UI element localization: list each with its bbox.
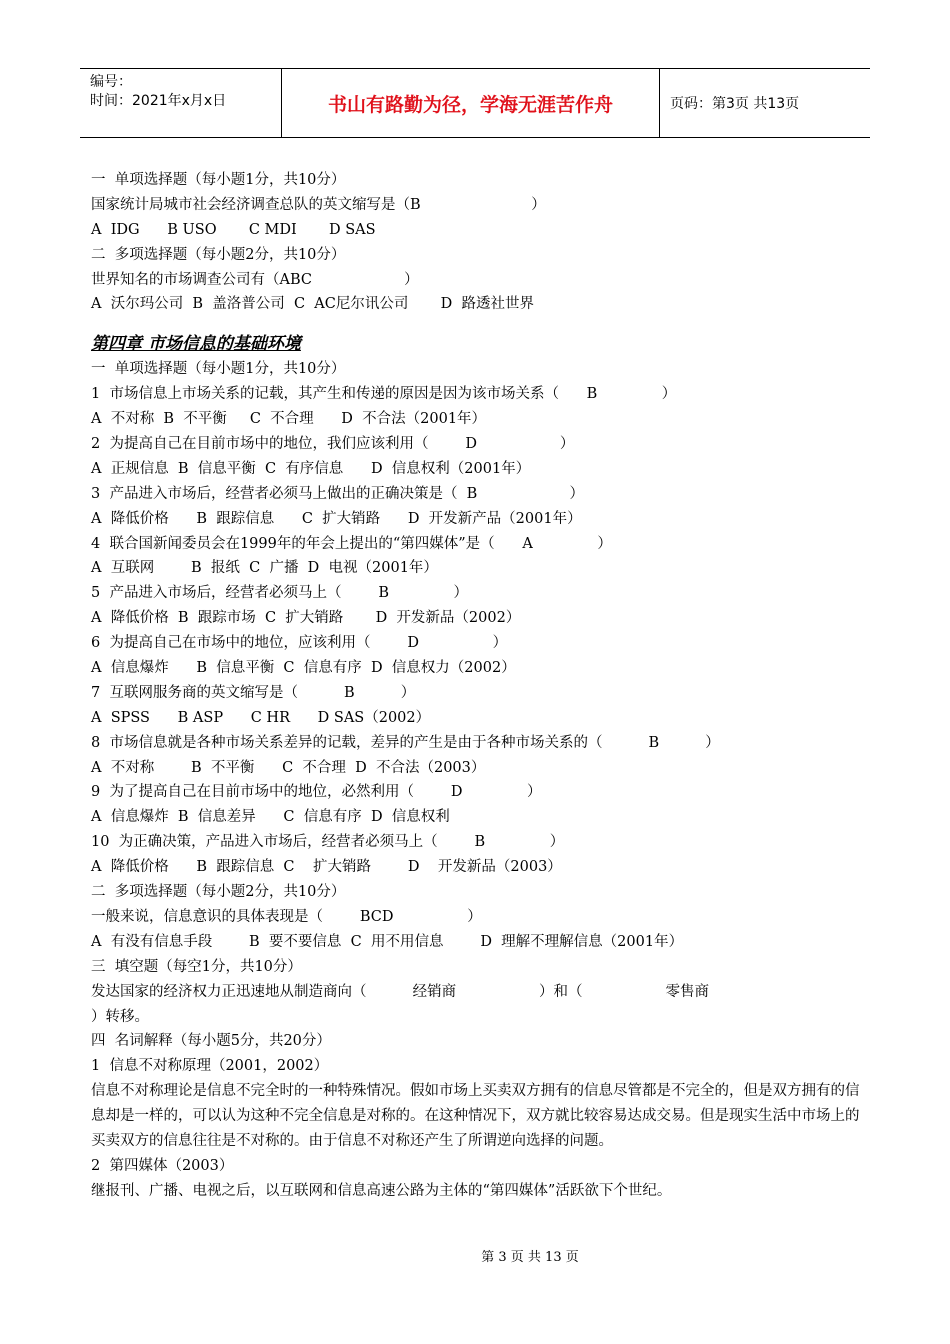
section-chapter3-tail [91,168,861,317]
text-line: 1 市场信息上市场关系的记载，其产生和传递的原因是因为该市场关系（ B ） [91,386,677,403]
text-line: 发达国家的经济权力正迅速地从制造商向（ 经销商 ）和（ 零售商 [91,983,710,1000]
text-line: A 不对称 B 不平衡 C 不合理 D 不合法（2001年） [91,411,487,428]
text-line: A 降低价格 B 跟踪信息 C 扩大销路 D 开发新产品（2001年） [91,510,582,527]
definition-paragraph: 继报刊、广播、电视之后，以互联网和信息高速公路为主体的“第四媒体”活跃欲下个世纪。 [91,1182,672,1199]
text-line: 国家统计局城市社会经济调查总队的英文缩写是（B ） [91,196,546,213]
text-line: A 信息爆炸 B 信息平衡 C 信息有序 D 信息权力（2002） [91,660,516,677]
text-line: 6 为提高自己在市场中的地位，应该利用（ D ） [91,635,508,652]
text-line: 2 第四媒体（2003） [91,1157,234,1174]
text-line: 二 多项选择题（每小题2分，共10分） [91,246,346,263]
text-line: 一般来说，信息意识的具体表现是（ BCD ） [91,908,482,925]
text-line: 8 市场信息就是各种市场关系差异的记载，差异的产生是由于各种市场关系的（ B ） [91,734,720,751]
text-line: 一 单项选择题（每小题1分，共10分） [91,361,346,378]
text-line: 三 填空题（每空1分，共10分） [91,958,302,975]
text-line: 5 产品进入市场后，经营者必须马上（ B ） [91,585,468,602]
page-footer [0,1246,950,1265]
page-header [80,68,870,138]
text-line: A 互联网 B 报纸 C 广播 D 电视（2001年） [91,560,438,577]
text-line: A 降低价格 B 跟踪市场 C 扩大销路 D 开发新品（2002） [91,610,521,627]
text-line: 4 联合国新闻委员会在1999年的年会上提出的“第四媒体”是（ A ） [91,535,612,552]
header-motto: 书山有路勤为径，学海无涯苦作舟 [282,69,660,137]
header-page-info: 页码：第3页 共13页 [670,96,800,112]
text-line: A SPSS B ASP C HR D SAS（2002） [91,709,431,726]
text-line: A 正规信息 B 信息平衡 C 有序信息 D 信息权利（2001年） [91,460,531,477]
document-body [91,168,861,1204]
text-line: 1 信息不对称原理（2001，2002） [91,1058,329,1075]
text-line: A 有没有信息手段 B 要不要信息 C 用不用信息 D 理解不理解信息（2001年） [91,933,684,950]
header-left-cell [80,69,282,137]
text-line: A 不对称 B 不平衡 C 不合理 D 不合法（2003） [91,759,486,776]
chapter-title: 第四章 市场信息的基础环境 [91,334,301,355]
text-line: 10 为正确决策，产品进入市场后，经营者必须马上（ B ） [91,834,565,851]
text-line: 世界知名的市场调查公司有（ABC ） [91,271,419,288]
text-line: 二 多项选择题（每小题2分，共10分） [91,884,346,901]
text-line: ）转移。 [91,1008,149,1025]
section-chapter4 [91,357,861,1079]
text-line: A IDG B USO C MDI D SAS [91,221,376,238]
text-line: 7 互联网服务商的英文缩写是（ B ） [91,684,416,701]
text-line: 一 单项选择题（每小题1分，共10分） [91,172,346,188]
text-line: A 沃尔玛公司 B 盖洛普公司 C AC尼尔讯公司 D 路透社世界 [91,296,534,313]
definition-paragraph: 信息不对称理论是信息不完全时的一种特殊情况。假如市场上买卖双方拥有的信息尽管都是不完全的，但是双方拥有的信息却是一样的，可以认为这种不完全信息是对称的。在这种情况下，双方就比较容易达成交易。但是现实生活中市场上的买卖双方的信息往往是不对称的。由于信息不对称还产生了所谓逆向选择的问题。 [91,1083,860,1149]
text-line: 2 为提高自己在目前市场中的地位，我们应该利用（ D ） [91,436,575,453]
text-line: A 信息爆炸 B 信息差异 C 信息有序 D 信息权利 [91,809,450,826]
text-line: 3 产品进入市场后，经营者必须马上做出的正确决策是（ B ） [91,485,584,502]
text-line: 9 为了提高自己在目前市场中的地位，必然利用（ D ） [91,784,542,801]
serial-label: 编号： [90,74,132,90]
text-line: 四 名词解释（每小题5分，共20分） [91,1033,331,1050]
date-label: 时间：2021年x月x日 [90,93,227,109]
text-line: A 降低价格 B 跟踪信息 C 扩大销路 D 开发新品（2003） [91,859,562,876]
footer-page-number: 第 3 页 共 13 页 [481,1250,579,1265]
